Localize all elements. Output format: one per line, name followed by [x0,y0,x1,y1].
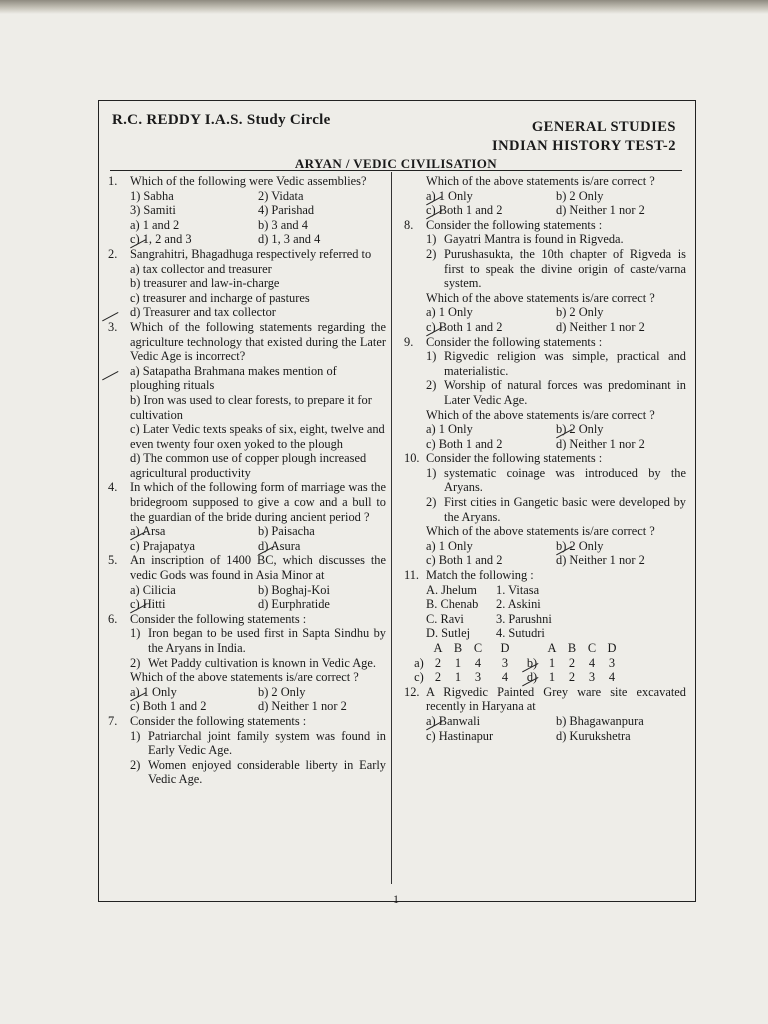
match-left: A. Jhelum [426,582,477,597]
paper-title-line2: INDIAN HISTORY TEST-2 [491,138,676,154]
statement: Gayatri Mantra is found in Rigveda. [444,232,624,247]
item: 1) Sabha [130,188,174,203]
option: a) tax collector and treasurer [130,261,272,276]
question-11 [398,568,686,685]
column-divider [391,172,392,884]
option: c) treasurer and incharge of pastures [130,290,310,305]
code-header: C [473,641,483,655]
code-header: A [433,641,443,655]
option: b) Boghaj-Koi [258,582,330,597]
question-3 [102,320,386,481]
question-text: In which of the following form of marriage was the bridegroom supposed to give a cow and a bull to the guardian of the bride during ancient period ? [130,480,386,524]
option-marked: c) Hitti [130,597,258,612]
option: d) Eurphratide [258,597,330,612]
option-marked: a) Banwali [426,714,556,729]
statement: Purushasukta, the 10th chapter of Rigveda is first to speak the divine origin of caste/varna system. [444,246,686,291]
statement-number: 2) [426,378,437,393]
question-number: 7. [108,713,118,728]
statement: Rigvedic religion was simple, practical and materialistic. [444,349,686,378]
statement-number: 2) [426,246,437,261]
code-header: D [607,641,617,655]
statement: Worship of natural forces was predominant in Later Vedic Age. [444,378,686,407]
option: b) 2 Only [258,684,306,699]
option: d) The common use of copper plough increased agricultural productivity [130,451,367,480]
option: b) 3 and 4 [258,217,308,232]
option-marked: b) 2 Only [556,422,686,437]
question-number: 11. [404,568,420,583]
question-12 [398,685,686,743]
code-value: 1 [548,670,556,685]
statement: systematic coinage was introduced by the Aryans. [444,465,686,495]
option: b) treasurer and law-in-charge [130,276,280,291]
option: a) Cilicia [130,582,176,597]
statement-number: 1) [426,349,437,364]
option: b) 2 Only [556,305,604,320]
option: d) Neither 1 nor 2 [556,553,645,568]
code-value: 2 [568,670,576,685]
right-column [398,174,686,743]
match-left: D. Sutlej [426,626,471,641]
question-text: Consider the following statements : [426,217,603,232]
code-option-label-marked: d) [522,670,542,685]
paper-title-line1: GENERAL STUDIES [531,119,676,135]
question-text: Consider the following statements : [426,334,603,349]
option: c) Both 1 and 2 [426,436,503,451]
question-text: Consider the following statements : [130,713,307,728]
question-10 [398,451,686,568]
match-right: 2. Askini [496,597,541,612]
code-value: 2 [434,655,442,670]
option-marked: a) Satapatha Brahmana makes mention of ploughing rituals [102,364,386,393]
question-number: 10. [404,451,420,466]
code-header: C [587,641,597,655]
option: d) Kurukshetra [556,728,631,743]
question-prompt: Which of the above statements is/are correct ? [426,524,655,539]
question-1 [102,174,386,247]
question-number: 12. [404,684,420,699]
code-option-label: c) [414,670,424,685]
statement: Iron began to be used first in Sapta Sindhu by the Aryans in India. [148,626,386,655]
match-table [398,583,686,641]
statement-number: 1) [130,626,141,641]
option-marked: d) Asura [258,539,386,554]
statement-number: 2) [130,757,141,772]
code-value: 1 [454,670,462,685]
option: d) Neither 1 nor 2 [556,319,645,334]
match-right: 3. Parushni [496,611,552,626]
question-7 [102,714,386,787]
table-edge [0,0,768,14]
code-header: B [453,641,463,655]
option: b) Iron was used to clear forests, to prepare it for cultivation [130,392,372,422]
option: c) Prajapatya [130,538,196,553]
question-prompt: Which of the above statements is/are correct ? [130,670,359,685]
option: d) Neither 1 nor 2 [556,203,645,218]
code-value: 4 [474,655,482,670]
code-option-label-marked: b) [522,656,542,671]
option: d) Neither 1 nor 2 [258,699,347,714]
question-7-continued [398,174,686,218]
subject-heading: ARYAN / VEDIC CIVILISATION [294,156,498,171]
question-8 [398,218,686,335]
option: d) 1, 3 and 4 [258,232,321,247]
option: a) 1 Only [426,422,473,437]
code-value: 3 [588,670,596,685]
question-prompt: Which of the above statements is/are correct ? [426,407,655,422]
code-value: 3 [474,670,482,685]
code-value: 1 [548,655,556,670]
statement-number: 1) [130,728,141,743]
question-text: Match the following : [426,568,534,583]
code-header: A [547,641,557,655]
option-marked: c) Both 1 and 2 [426,203,556,218]
match-left: C. Ravi [426,611,464,626]
option: c) Both 1 and 2 [130,699,207,714]
match-right: 1. Vitasa [496,582,540,597]
question-text: Which of the following statements regarding the agriculture technology that existed during the Later Vedic Age is incorrect? [130,319,386,364]
code-value: 2 [434,670,442,685]
option: b) 2 Only [556,188,604,203]
left-column [102,174,386,787]
question-paper [98,100,696,908]
option-marked: a) 1 Only [130,685,258,700]
question-number: 3. [108,319,118,334]
question-number: 5. [108,553,118,568]
item: 2) Vidata [258,188,304,203]
question-text: Sangrahitri, Bhagadhuga respectively referred to [130,246,372,261]
match-codes [398,641,686,685]
code-value: 3 [501,655,509,670]
question-text: An inscription of 1400 BC, which discusses the vedic Gods was found in Asia Minor at [130,553,386,583]
code-header: D [500,641,510,655]
question-text: Consider the following statements : [426,451,603,466]
statement-number: 1) [426,465,437,480]
option-marked: c) 1, 2 and 3 [130,232,258,247]
question-text: A Rigvedic Painted Grey ware site excavated recently in Haryana at [426,684,686,714]
option: c) Both 1 and 2 [426,553,503,568]
option: d) Neither 1 nor 2 [556,436,645,451]
question-4 [102,480,386,553]
statement-number: 2) [130,655,141,670]
question-2 [102,247,386,320]
option-marked: a) Arsa [130,524,258,539]
item: 3) Samiti [130,203,176,218]
question-6 [102,612,386,714]
question-9 [398,335,686,452]
code-header: B [567,641,577,655]
question-text: Consider the following statements : [130,611,307,626]
item: 4) Parishad [258,203,315,218]
code-value: 4 [608,670,616,685]
question-number: 8. [404,217,414,232]
option-marked: b) 2 Only [556,539,686,554]
question-prompt: Which of the above statements is/are correct ? [426,174,655,188]
option: a) 1 Only [426,538,473,553]
statement: Wet Paddy cultivation is known in Vedic Age. [148,655,376,670]
question-5 [102,553,386,611]
question-number: 2. [108,246,118,261]
statement: Women enjoyed considerable liberty in Early Vedic Age. [148,757,386,787]
statement: First cities in Gangetic basic were developed by the Aryans. [444,495,686,524]
page-number: 1 [393,892,399,906]
option-marked: d) Treasurer and tax collector [102,305,386,320]
match-left: B. Chenab [426,597,479,612]
option: a) 1 and 2 [130,217,180,232]
institute-name: R.C. REDDY I.A.S. Study Circle [112,112,331,128]
match-right: 4. Sutudri [496,626,545,641]
paper-title [492,118,676,156]
option: c) Later Vedic texts speaks of six, eight, twelve and even twenty four oxen yoked to the plough [130,422,385,451]
code-option-label: a) [414,655,424,670]
option-marked: c) Both 1 and 2 [426,320,556,335]
question-prompt: Which of the above statements is/are correct ? [426,290,655,305]
question-text: Which of the following were Vedic assemblies? [130,174,367,188]
option: b) Paisacha [258,524,315,539]
code-value: 4 [588,655,596,670]
question-number: 1. [108,174,118,188]
question-number: 4. [108,480,118,495]
option-marked: a) 1 Only [426,189,556,204]
question-number: 9. [404,334,414,349]
header-rule [110,170,682,171]
option: c) Hastinapur [426,728,494,743]
statement-number: 2) [426,495,437,510]
code-value: 2 [568,655,576,670]
option: a) 1 Only [426,305,473,320]
code-value: 4 [501,670,509,685]
option: b) Bhagawanpura [556,713,644,728]
statement-number: 1) [426,232,437,247]
statement: Patriarchal joint family system was found in Early Vedic Age. [148,728,386,758]
question-number: 6. [108,611,118,626]
code-value: 1 [454,655,462,670]
code-value: 3 [608,655,616,670]
